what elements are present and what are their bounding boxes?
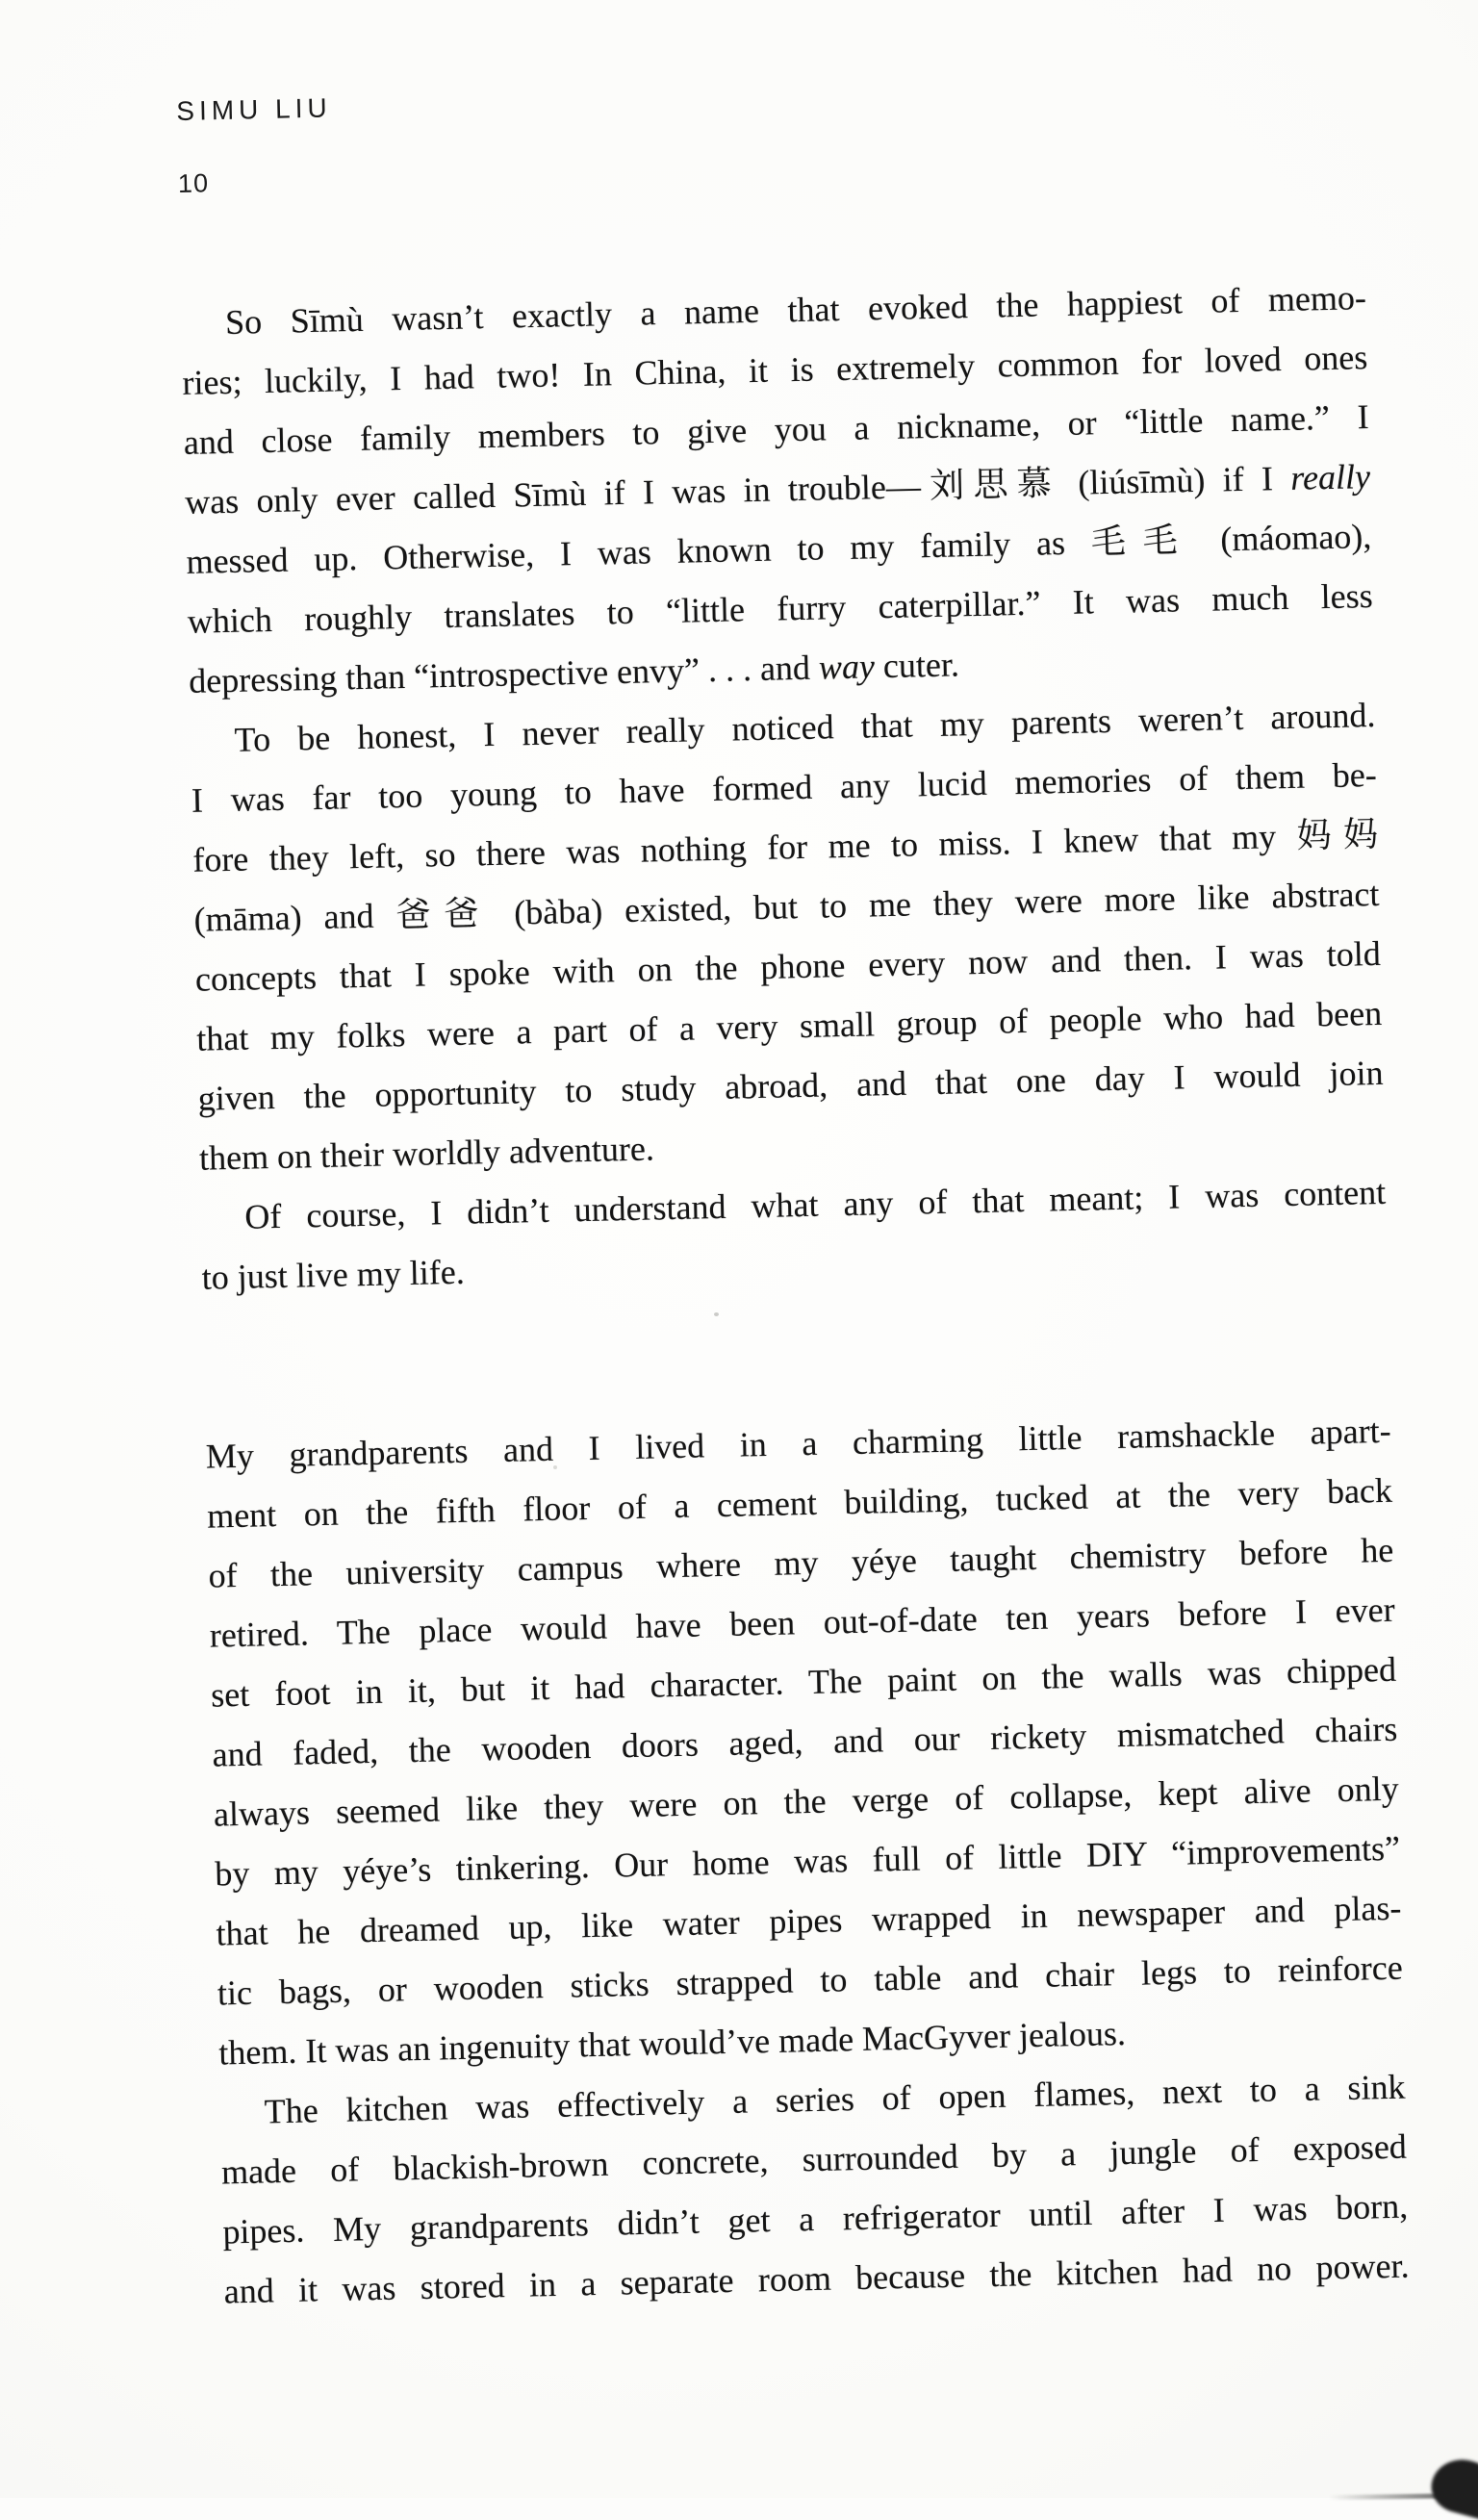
italic-text: really <box>1289 457 1371 497</box>
page-content <box>176 70 1410 2321</box>
text-segment: set foot in it, but it had character. The paint on the walls was chipped <box>210 1649 1397 1715</box>
text-segment: I was far too young to have formed any lucid memories of them be- <box>191 754 1378 820</box>
text-segment: was only ever called Sīmù if I was in trouble—刘思慕 (liúsīmù) if I <box>184 458 1291 522</box>
text-segment: and close family members to give you a nickname, or “little name.” I <box>183 397 1369 462</box>
text-segment: pipes. My grandparents didn’t get a refrigerator until after I was born, <box>221 2186 1409 2252</box>
text-segment: and it was stored in a separate room because the kitchen had no power. <box>223 2246 1410 2311</box>
text-segment: So Sīmù wasn’t exactly a name that evoked the happiest of memo- <box>224 278 1367 342</box>
text-segment: and faded, the wooden doors aged, and our rickety mismatched chairs <box>212 1709 1398 1774</box>
text-segment: that he dreamed up, like water pipes wrapped in newspaper and plas- <box>216 1888 1402 1953</box>
text-segment: cuter. <box>874 645 960 686</box>
text-segment: depressing than “introspective envy” . . . and <box>188 648 820 700</box>
text-segment: of the university campus where my yéye taught chemistry before he <box>208 1530 1394 1595</box>
text-segment: Of course, I didn’t understand what any of that meant; I was content <box>243 1172 1387 1236</box>
page-number: 10 <box>177 168 210 198</box>
section-2 <box>205 1401 1410 2322</box>
paragraph <box>205 1401 1405 2083</box>
running-header: SIMU LIU <box>176 92 332 126</box>
paragraph <box>219 2057 1410 2322</box>
paper-speck <box>553 1465 557 1469</box>
section-1 <box>180 267 1388 1308</box>
text-segment: The kitchen was effectively a series of open flames, next to a sink <box>264 2067 1406 2131</box>
text-segment: always seemed like they were on the verge of collapse, kept alive only <box>213 1769 1400 1834</box>
text-segment: which roughly translates to “little furry caterpillar.” It was much less <box>187 575 1374 641</box>
text-segment: them. It was an ingenuity that would’ve made MacGyver jealous. <box>217 2013 1127 2073</box>
text-segment: that my folks were a part of a very small group of people who had been <box>195 993 1383 1058</box>
paper-speck <box>714 1312 719 1316</box>
text-segment: concepts that I spoke with on the phone every now and then. I was told <box>194 933 1382 999</box>
paragraph <box>180 267 1374 711</box>
text-segment: ment on the fifth floor of a cement building, tucked at the very back <box>206 1470 1393 1536</box>
text-segment: made of blackish-brown concrete, surrounded by a jungle of exposed <box>220 2126 1408 2192</box>
text-segment: retired. The place would have been out-of-date ten years before I ever <box>209 1590 1396 1655</box>
text-segment: To be honest, I never really noticed that my parents weren’t around. <box>234 695 1376 759</box>
text-segment: fore they left, so there was nothing for me to miss. I knew that my 妈妈 <box>191 814 1379 879</box>
text-segment: tic bags, or wooden sticks strapped to table and chair legs to reinforce <box>217 1947 1404 2013</box>
text-segment: them on their worldly adventure. <box>198 1129 655 1178</box>
italic-text: way <box>818 647 876 687</box>
text-body <box>180 267 1410 2321</box>
paragraph <box>200 1162 1388 1308</box>
paragraph <box>190 685 1386 1188</box>
text-segment: by my yéye’s tinkering. Our home was full of little DIY “improvements” <box>214 1828 1401 1894</box>
text-segment: to just live my life. <box>201 1252 466 1297</box>
text-segment: ries; luckily, I had two! In China, it is extremely common for loved ones <box>182 338 1368 402</box>
text-segment: given the opportunity to study abroad, and that one day I would join <box>197 1053 1384 1118</box>
text-segment: My grandparents and I lived in a charming little ramshackle apart- <box>205 1411 1391 1476</box>
photo-corner-artifact <box>1426 2453 1478 2520</box>
text-segment: (māma) and 爸爸 (bàba) existed, but to me they were more like abstract <box>193 874 1380 939</box>
text-segment: messed up. Otherwise, I was known to my family as 毛毛 (máomao), <box>186 517 1372 581</box>
